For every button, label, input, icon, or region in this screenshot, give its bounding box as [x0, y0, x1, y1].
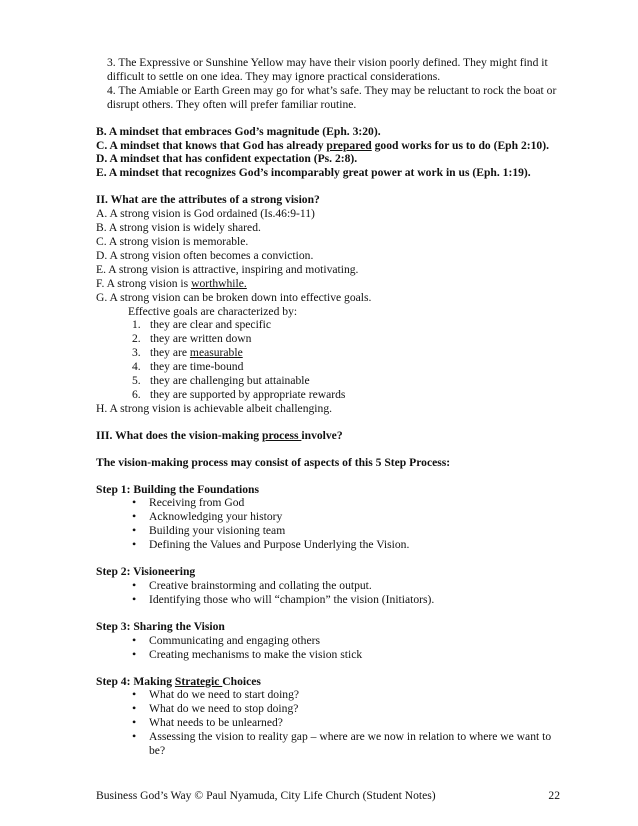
list-item: • Building your visioning team: [96, 524, 566, 538]
list-item: • Identifying those who will “champion” the vision (Initiators).: [96, 593, 566, 607]
list-item: [96, 332, 566, 346]
footer-copyright: Business God’s Way © Paul Nyamuda, City Life Church (Student Notes): [96, 789, 436, 802]
list-number: 6.: [132, 387, 141, 401]
section-3-heading-text: III. What does the vision-making: [96, 428, 262, 442]
step-3-title: Step 3: Sharing the Vision: [96, 619, 225, 633]
document-page: [96, 56, 566, 758]
list-item: • Communicating and engaging others: [96, 634, 566, 648]
step-4-title-text: Step 4: Making: [96, 674, 175, 688]
list-item: • What needs to be unlearned?: [96, 716, 566, 730]
list-item: • What do we need to stop doing?: [96, 702, 566, 716]
attribute-g: G. A strong vision can be broken down into effective goals.: [96, 290, 372, 304]
list-item: • Creating mechanisms to make the vision stick: [96, 648, 566, 662]
list-item: • Acknowledging your history: [96, 510, 566, 524]
list-item: • Receiving from God: [96, 496, 566, 510]
list-item: [96, 346, 566, 360]
attribute-h: H. A strong vision is achievable albeit challenging.: [96, 401, 333, 415]
list-text: they are time-bound: [150, 360, 244, 374]
step-4-list: [96, 688, 566, 758]
process-intro: The vision-making process may consist of aspects of this 5 Step Process:: [96, 455, 451, 469]
list-item: [96, 388, 566, 402]
attribute-e: E. A strong vision is attractive, inspiring and motivating.: [96, 262, 359, 276]
step-4-title: [96, 675, 566, 689]
list-item: • Defining the Values and Purpose Underlying the Vision.: [96, 538, 566, 552]
section-3-heading-end: involve?: [301, 428, 343, 442]
mindset-c-text-end: good works for us to do (Eph 2:10).: [371, 138, 549, 152]
mindset-c-underlined: prepared: [326, 138, 372, 152]
mindset-c-text: C. A mindset that knows that God has already: [96, 138, 327, 152]
list-text-underlined: measurable: [189, 346, 243, 360]
page-footer: [96, 789, 560, 803]
list-item: [96, 360, 566, 374]
section-3-heading-underlined: process: [262, 428, 302, 442]
page-number: 22: [548, 789, 560, 802]
list-item: [96, 374, 566, 388]
list-item: [96, 318, 566, 332]
step-4-title-end: Choices: [222, 674, 261, 688]
step-1-list: [96, 496, 566, 552]
section-3-heading: [96, 429, 566, 443]
attribute-f-underlined: worthwhile.: [191, 276, 247, 290]
goals-list: [96, 318, 566, 401]
expressive-yellow-item: 3. The Expressive or Sunshine Yellow may have their vision poorly defined. They might find it difficult to settle on one idea. They may ignore practical considerations.: [107, 56, 548, 83]
list-text: they are challenging but attainable: [150, 374, 310, 388]
amiable-green-item: 4. The Amiable or Earth Green may go for what’s safe. They may be reluctant to rock the boat or disrupt others. They often will prefer familiar routine.: [107, 83, 557, 111]
step-4-title-underlined: Strategic: [174, 674, 223, 688]
list-number: 3.: [132, 346, 141, 360]
goals-intro: Effective goals are characterized by:: [128, 304, 298, 318]
list-text: they are supported by appropriate rewards: [150, 387, 346, 401]
list-number: 4.: [132, 360, 141, 374]
list-text: they are: [150, 346, 190, 360]
list-item: • Assessing the vision to reality gap – where are we now in relation to where we want to be?: [96, 730, 566, 758]
attribute-f: [96, 277, 566, 291]
attribute-f-text: F. A strong vision is: [96, 276, 192, 290]
step-3-list: [96, 634, 566, 662]
attribute-d: D. A strong vision often becomes a conviction.: [96, 248, 314, 262]
attribute-b: B. A strong vision is widely shared.: [96, 221, 261, 235]
step-1-title: Step 1: Building the Foundations: [96, 482, 260, 496]
mindset-c: [96, 139, 566, 153]
list-text: they are clear and specific: [150, 318, 272, 332]
list-number: 2.: [132, 332, 141, 346]
list-item: • What do we need to start doing?: [96, 688, 566, 702]
step-2-title: Step 2: Visioneering: [96, 565, 196, 579]
list-item: • Creative brainstorming and collating the output.: [96, 579, 566, 593]
mindset-d: D. A mindset that has confident expectation (Ps. 2:8).: [96, 152, 358, 166]
attribute-a: A. A strong vision is God ordained (Is.46:9-11): [96, 207, 315, 221]
mindset-e: E. A mindset that recognizes God’s incomparably great power at work in us (Eph. 1:19).: [96, 166, 531, 180]
list-number: 5.: [132, 374, 141, 388]
mindset-b: B. A mindset that embraces God’s magnitude (Eph. 3:20).: [96, 124, 381, 138]
step-2-list: [96, 579, 566, 607]
list-text: they are written down: [150, 332, 252, 346]
attribute-c: C. A strong vision is memorable.: [96, 234, 249, 248]
section-2-heading: II. What are the attributes of a strong vision?: [96, 193, 320, 207]
list-number: 1.: [132, 318, 141, 332]
